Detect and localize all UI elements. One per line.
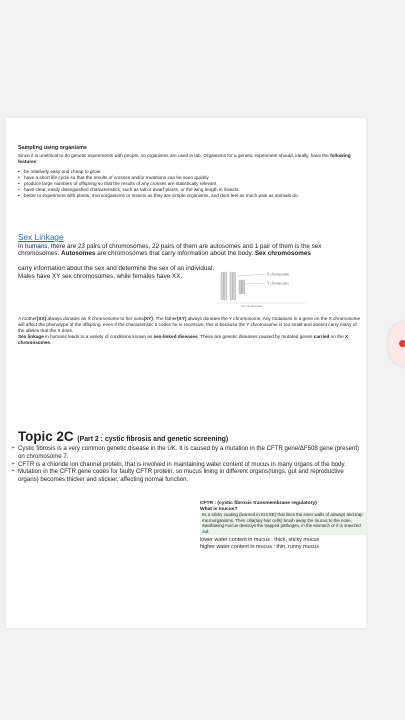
sex-linkage-heading: Sex Linkage	[18, 232, 64, 242]
topic-title: Topic 2C (Part 2 : cystic fibrosis and genetic screening)	[18, 429, 229, 444]
sex-linkage-paragraph: In humans, there are 23 pairs of chromosomes, 22 pairs of them are autosomes and 1 pair of them is the sex chromosomes. Autosomes are chromosomes that carry information about the body. Sex chromosomes	[18, 242, 322, 258]
mucus-answer: Its a sticky coating (learned in IGCSE) that lines the inner walls of airways and trap microorganisms. Then cilia(tiny hair cells) brush away the mucus to the nose. Swallowing mucus destroys the trapped pathogen, in the stomach or it is sneezed out.	[200, 512, 366, 535]
list-item: ➢ CFTR is a chloride ion channel protein, that is involved in maintaining water content of mucus in many organs of the body.	[11, 461, 366, 469]
cystic-fibrosis-list	[11, 445, 366, 484]
sampling-features-list	[18, 169, 360, 199]
males-females-text: Males have XY sex chromosomes, while females have XX.	[18, 273, 183, 280]
lower-water-text: lower water content in mucus : thick, sticky mucus	[200, 537, 320, 544]
list-item: • have clear, easily distinguished characteristics, such as tall or dwarf plants, or the wing length in insects.	[18, 187, 360, 193]
x-chromosome-icon	[221, 272, 236, 300]
x-chromosome-label: X chromosome	[267, 272, 290, 277]
y-chromosome-icon	[239, 280, 245, 294]
mucus-question: What is mucus?	[200, 507, 238, 512]
list-item: • be relatively easy and cheap to grow	[18, 169, 360, 175]
list-item: ➢ Cystic fibrosis is a very common genetic disease in the UK. It is caused by a mutation in the CFTR gene/ΔF508 gene (present) on chromosome 7.	[11, 445, 366, 461]
higher-water-text: higher water content in mucus : thin, runny mucus	[200, 544, 319, 551]
y-chromosome-label: Y chromosome	[267, 281, 289, 286]
list-item: • have a short life cycle so that the results of crosses and/or mutations can be seen quickly	[18, 175, 360, 181]
list-item: ➢ Mutation in the CFTR gene codes for faulty CFTR protein, so mucus lining in different organs(lungs, gut and reproductive organs) becomes thicker and stickier, affecting normal function.	[11, 468, 366, 484]
record-dot-icon	[399, 340, 405, 347]
topic-subtitle: (Part 2 : cystic fibrosis and genetic screening)	[77, 436, 229, 443]
cftr-title: CFTR : (cystic fibrosis transmembrane regulatory)	[200, 501, 317, 506]
document-page	[6, 118, 366, 628]
sampling-intro: Since it is unethical to do genetic experiments with people, so organisms are used in lab. Organisms for a genetic experiment should, ideally, have the following features:	[18, 153, 351, 164]
figure-caption: Sex chromosomes	[241, 304, 263, 308]
sex-chromosome-figure	[211, 270, 311, 308]
list-item: • better to experiment with plants, microorganisms or insects as they are simple organisms, and dont feel as much pain as animals do.	[18, 193, 360, 199]
inheritance-paragraph: A mother(XX) always donates an X chromosome to her sons(XY). The father(XY) always donates the Y chromosome. Any mutations in a gene on the X chromosome will affect the phenotype of the offspring, even if the characteristic it codes for is recessive, this is because the Y chromosome is too small and doesnt carry many of the alleles that the X does. Sex linkage in humans leads to a variety of conditions known as sex-linked diseases. These are genetic diseases caused by mutated genes carried on the X chromosomes.	[18, 316, 361, 346]
sampling-title: Sampling using organisms	[18, 145, 87, 151]
list-item: • produce large numbers of offspring so that the results of any crosses are statistically relevant	[18, 181, 360, 187]
sex-chromosomes-text: carry information about the sex and determine the sex of an individual.	[18, 265, 215, 272]
cftr-note	[200, 501, 366, 551]
floating-side-button[interactable]	[389, 322, 405, 366]
